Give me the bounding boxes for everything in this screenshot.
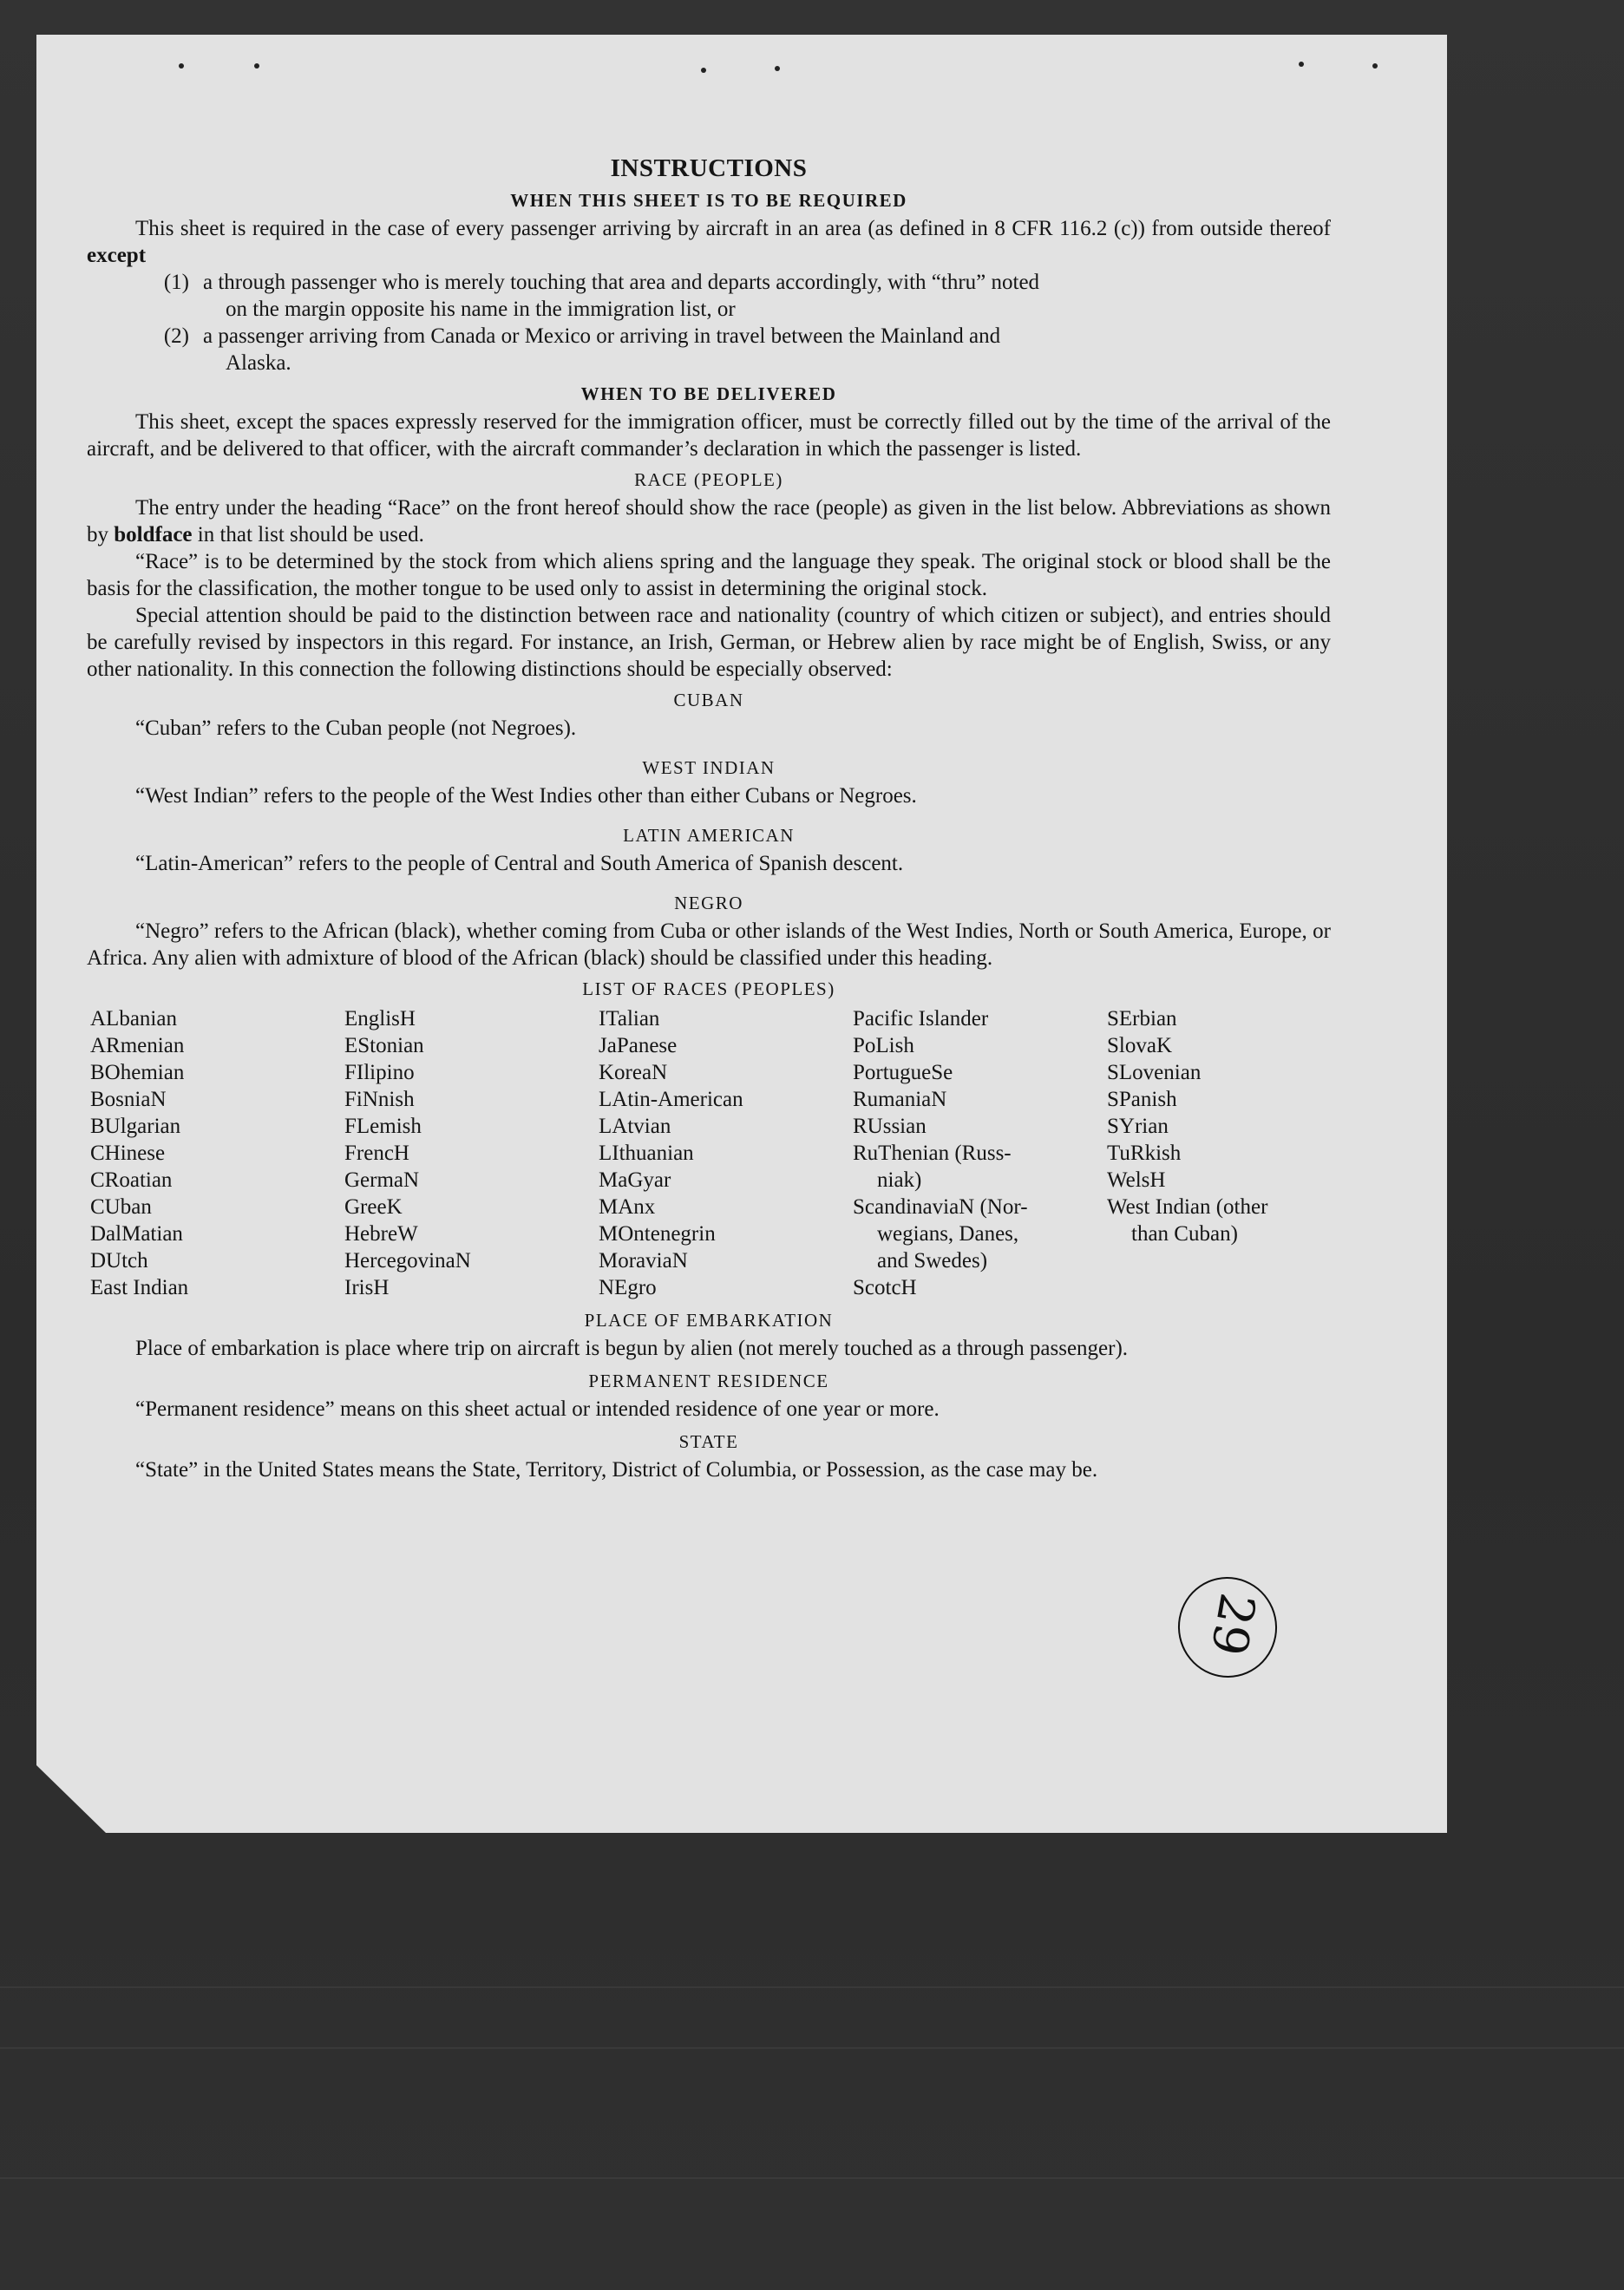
race-item: RuThenian (Russ- niak): [853, 1142, 1012, 1192]
races-column: [853, 1005, 1107, 1301]
section-heading-cuban: CUBAN: [673, 690, 744, 710]
races-column: [90, 1005, 344, 1301]
race-item: SlovaK: [1107, 1034, 1172, 1057]
race-item: NEgro: [599, 1276, 657, 1299]
race-item: FIlipino: [344, 1061, 415, 1084]
race-item: JaPanese: [599, 1034, 678, 1057]
race-item: ScandinaviaN (Nor- wegians, Danes, and Swedes): [853, 1195, 1028, 1273]
race-item: PoLish: [853, 1034, 914, 1057]
race-item: MaGyar: [599, 1168, 671, 1192]
race-item: GreeK: [344, 1195, 403, 1219]
race-item: MOntenegrin: [599, 1222, 716, 1246]
negro-text: “Negro” refers to the African (black), whether coming from Cuba or other islands of the West Indies, North or South America, Europe, or Africa. Any alien with admixture of blood of the African (black) should be classified under this heading.: [87, 919, 1331, 970]
race-item: IrisH: [344, 1276, 390, 1299]
race-paragraph-1: The entry under the heading “Race” on the front hereof should show the race (people) as given in the list below. Abbreviations as shown by boldface in that list should be used.: [87, 496, 1331, 546]
speck: [1299, 62, 1304, 67]
race-item: East Indian: [90, 1276, 189, 1299]
race-item: LAtvian: [599, 1115, 671, 1138]
exception-item: (2) a passenger arriving from Canada or Mexico or arriving in travel between the Mainland and Alaska.: [163, 324, 1001, 375]
section-heading-latin-american: LATIN AMERICAN: [623, 825, 795, 846]
race-item: EnglisH: [344, 1007, 416, 1030]
latin-american-text: “Latin-American” refers to the people of Central and South America of Spanish descent.: [135, 852, 904, 875]
race-item: LIthuanian: [599, 1142, 694, 1165]
section-heading-list-of-races: LIST OF RACES (PEOPLES): [582, 978, 835, 999]
race-item: West Indian (other than Cuban): [1107, 1195, 1268, 1246]
section-heading-residence: PERMANENT RESIDENCE: [588, 1371, 829, 1391]
race-item: CUban: [90, 1195, 152, 1219]
race-item: Pacific Islander: [853, 1007, 989, 1030]
race-item: RUssian: [853, 1115, 927, 1138]
race-item: SErbian: [1107, 1007, 1177, 1030]
race-item: SYrian: [1107, 1115, 1169, 1138]
page-title: INSTRUCTIONS: [610, 154, 808, 182]
race-item: BUlgarian: [90, 1115, 181, 1138]
race-item: MAnx: [599, 1195, 656, 1219]
race-item: TuRkish: [1107, 1142, 1182, 1165]
speck: [701, 68, 706, 73]
race-item: ScotcH: [853, 1276, 917, 1299]
race-item: GermaN: [344, 1168, 420, 1192]
embarkation-text: Place of embarkation is place where trip on aircraft is begun by alien (not merely touched as a through passenger).: [135, 1337, 1129, 1360]
race-item: BOhemian: [90, 1061, 185, 1084]
race-item: FLemish: [344, 1115, 422, 1138]
race-item: RumaniaN: [853, 1088, 947, 1111]
residence-text: “Permanent residence” means on this sheet actual or intended residence of one year or more.: [135, 1397, 940, 1421]
delivered-text: This sheet, except the spaces expressly reserved for the immigration officer, must be correctly filled out by the time of the arrival of the aircraft, and be delivered to that officer, with the aircraft commander’s declaration in which the passenger is listed.: [87, 410, 1331, 461]
race-item: CHinese: [90, 1142, 166, 1165]
race-item: HebreW: [344, 1222, 418, 1246]
race-item: DalMatian: [90, 1222, 183, 1246]
races-column: [599, 1005, 853, 1301]
section-heading-negro: NEGRO: [674, 893, 743, 913]
races-list: [90, 1005, 1331, 1301]
race-item: MoraviaN: [599, 1249, 688, 1273]
race-item: ARmenian: [90, 1034, 185, 1057]
races-column: [344, 1005, 599, 1301]
race-item: CRoatian: [90, 1168, 173, 1192]
race-paragraph-3: Special attention should be paid to the distinction between race and nationality (country of which citizen or subject), and entries should be carefully revised by inspectors in this regard. For instance, an Irish, German, or Hebrew alien by race might be of English, Swiss, or any other nationality. In this connection the following distinctions should be especially observed:: [87, 604, 1331, 681]
race-item: WelsH: [1107, 1168, 1166, 1192]
race-item: BosniaN: [90, 1088, 167, 1111]
section-heading-delivered: WHEN TO BE DELIVERED: [580, 383, 837, 404]
race-item: FiNnish: [344, 1088, 415, 1111]
race-item: SPanish: [1107, 1088, 1177, 1111]
race-item: EStonian: [344, 1034, 424, 1057]
races-column: [1107, 1005, 1334, 1301]
section-heading-state: STATE: [678, 1431, 739, 1452]
race-item: KoreaN: [599, 1061, 668, 1084]
speck: [775, 66, 780, 71]
race-item: ITalian: [599, 1007, 660, 1030]
instructions-content: [87, 154, 1331, 1483]
race-item: SLovenian: [1107, 1061, 1202, 1084]
race-item: FrencH: [344, 1142, 409, 1165]
race-item: DUtch: [90, 1249, 148, 1273]
exception-item: (1) a through passenger who is merely touching that area and departs accordingly, with “thru” noted on the margin opposite his name in the immigration list, or: [163, 271, 1040, 321]
required-intro: This sheet is required in the case of every passenger arriving by aircraft in an area (as defined in 8 CFR 116.2 (c)) from outside thereof except: [87, 217, 1331, 267]
section-heading-race: RACE (PEOPLE): [634, 469, 783, 490]
speck: [1372, 63, 1378, 69]
race-item: LAtin-American: [599, 1088, 743, 1111]
west-indian-text: “West Indian” refers to the people of the West Indies other than either Cubans or Negroes.: [135, 784, 917, 808]
speck: [179, 63, 184, 69]
stamp-number: 29: [1199, 1588, 1266, 1660]
speck: [254, 63, 259, 69]
race-item: HercegovinaN: [344, 1249, 471, 1273]
section-heading-required: WHEN THIS SHEET IS TO BE REQUIRED: [510, 190, 907, 211]
cuban-text: “Cuban” refers to the Cuban people (not Negroes).: [135, 716, 577, 740]
race-item: PortugueSe: [853, 1061, 953, 1084]
section-heading-west-indian: WEST INDIAN: [642, 757, 776, 778]
race-item: ALbanian: [90, 1007, 177, 1030]
section-heading-embarkation: PLACE OF EMBARKATION: [584, 1310, 834, 1331]
state-text: “State” in the United States means the State, Territory, District of Columbia, or Possession, as the case may be.: [135, 1458, 1098, 1482]
race-paragraph-2: “Race” is to be determined by the stock from which aliens spring and the language they speak. The original stock or blood shall be the basis for the classification, the mother tongue to be used only to assist in determining the original stock.: [87, 550, 1331, 600]
